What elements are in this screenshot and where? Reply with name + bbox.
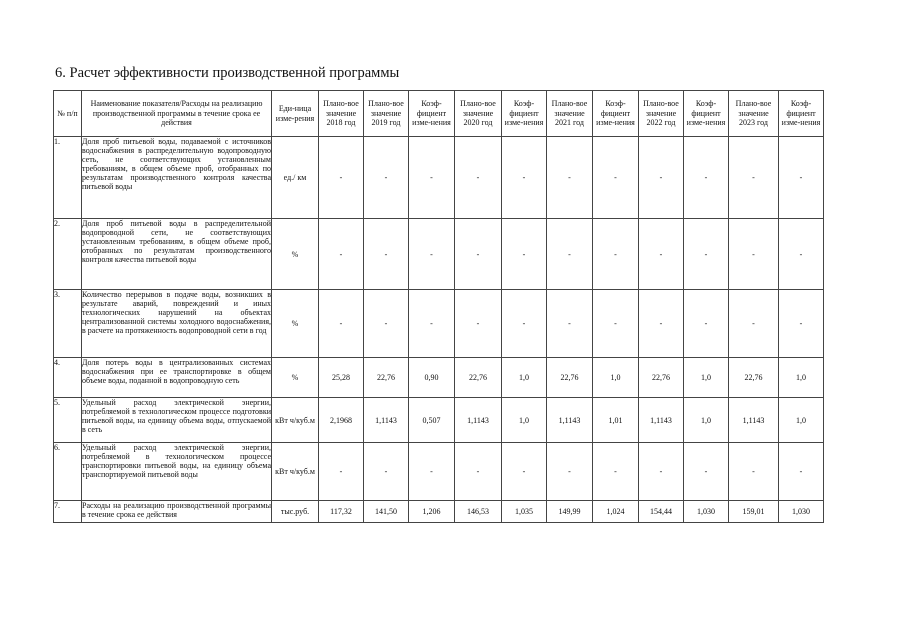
unit-cell: тыс.руб. xyxy=(272,501,319,523)
row-number: 6. xyxy=(54,443,82,501)
value-cell: - xyxy=(547,219,593,290)
value-cell: - xyxy=(364,290,409,358)
value-cell: - xyxy=(409,290,455,358)
value-cell: 154,44 xyxy=(639,501,684,523)
value-cell: - xyxy=(779,137,824,219)
value-cell: 25,28 xyxy=(319,358,364,398)
value-cell: - xyxy=(319,219,364,290)
value-cell: - xyxy=(639,443,684,501)
unit-cell: кВт ч/куб.м xyxy=(272,398,319,443)
value-cell: - xyxy=(593,219,639,290)
value-cell: - xyxy=(409,219,455,290)
value-cell: - xyxy=(684,290,729,358)
indicator-name: Количество перерывов в подаче воды, возникших в результате аварий, повреждений и иных технологических нарушений на объектах централизованной системы холодного водоснабжения, в расчете на протяженность водопроводной сети в год xyxy=(82,290,272,358)
value-cell: - xyxy=(779,443,824,501)
column-header: Коэф-фициент изме-нения xyxy=(502,91,547,137)
value-cell: - xyxy=(639,137,684,219)
column-header: Коэф-фициент изме-нения xyxy=(684,91,729,137)
table-row xyxy=(54,398,824,443)
value-cell: 1,1143 xyxy=(364,398,409,443)
value-cell: 0,507 xyxy=(409,398,455,443)
value-cell: - xyxy=(593,443,639,501)
table-row xyxy=(54,443,824,501)
unit-cell: кВт ч/куб.м xyxy=(272,443,319,501)
value-cell: 22,76 xyxy=(547,358,593,398)
efficiency-table xyxy=(53,90,824,523)
value-cell: - xyxy=(729,290,779,358)
table-row xyxy=(54,501,824,523)
value-cell: 1,030 xyxy=(684,501,729,523)
value-cell: 22,76 xyxy=(639,358,684,398)
value-cell: - xyxy=(364,443,409,501)
value-cell: - xyxy=(455,290,502,358)
value-cell: 1,0 xyxy=(502,398,547,443)
value-cell: 1,0 xyxy=(502,358,547,398)
value-cell: - xyxy=(547,290,593,358)
indicator-name: Расходы на реализацию производственной программы в течение срока ее действия xyxy=(82,501,272,523)
value-cell: - xyxy=(684,219,729,290)
value-cell: 2,1968 xyxy=(319,398,364,443)
value-cell: 1,1143 xyxy=(547,398,593,443)
value-cell: 1,1143 xyxy=(729,398,779,443)
value-cell: - xyxy=(779,219,824,290)
column-header: Плано-вое значение 2019 год xyxy=(364,91,409,137)
value-cell: - xyxy=(684,443,729,501)
table-row xyxy=(54,358,824,398)
column-header: Плано-вое значение 2020 год xyxy=(455,91,502,137)
column-header: № п/п xyxy=(54,91,82,137)
value-cell: 1,01 xyxy=(593,398,639,443)
row-number: 4. xyxy=(54,358,82,398)
unit-cell: % xyxy=(272,290,319,358)
value-cell: 1,035 xyxy=(502,501,547,523)
value-cell: - xyxy=(502,219,547,290)
value-cell: - xyxy=(455,219,502,290)
indicator-name: Доля потерь воды в централизованных системах водоснабжения при ее транспортировке в общем объеме воды, поданной в водопроводную сеть xyxy=(82,358,272,398)
value-cell: 1,0 xyxy=(779,398,824,443)
page-title: 6. Расчет эффективности производственной программы xyxy=(55,65,400,81)
value-cell: - xyxy=(593,137,639,219)
value-cell: 141,50 xyxy=(364,501,409,523)
unit-cell: % xyxy=(272,219,319,290)
value-cell: - xyxy=(409,137,455,219)
value-cell: 1,1143 xyxy=(639,398,684,443)
indicator-name: Удельный расход электрической энергии, потребляемой в технологическом процессе транспортировки питьевой воды, на единицу объема транспортируемой питьевой воды xyxy=(82,443,272,501)
column-header: Плано-вое значение 2023 год xyxy=(729,91,779,137)
row-number: 3. xyxy=(54,290,82,358)
value-cell: 159,01 xyxy=(729,501,779,523)
value-cell: - xyxy=(684,137,729,219)
value-cell: - xyxy=(639,290,684,358)
value-cell: - xyxy=(729,219,779,290)
unit-cell: % xyxy=(272,358,319,398)
value-cell: - xyxy=(319,290,364,358)
value-cell: 22,76 xyxy=(729,358,779,398)
row-number: 5. xyxy=(54,398,82,443)
value-cell: - xyxy=(502,137,547,219)
value-cell: - xyxy=(502,290,547,358)
value-cell: 1,0 xyxy=(593,358,639,398)
value-cell: 22,76 xyxy=(455,358,502,398)
indicator-name: Доля проб питьевой воды, подаваемой с источников водоснабжения в распределительную водопроводную сеть, не соответствующих установленным требованиям, в общем объеме проб, отобранных по результатам производственного контроля качества питьевой воды xyxy=(82,137,272,219)
row-number: 2. xyxy=(54,219,82,290)
table-row xyxy=(54,219,824,290)
column-header: Плано-вое значение 2021 год xyxy=(547,91,593,137)
value-cell: 1,024 xyxy=(593,501,639,523)
value-cell: - xyxy=(364,219,409,290)
value-cell: 1,1143 xyxy=(455,398,502,443)
column-header: Наименование показателя/Расходы на реализацию производственной программы в течение срока ее действия xyxy=(82,91,272,137)
value-cell: - xyxy=(502,443,547,501)
value-cell: 1,0 xyxy=(684,398,729,443)
value-cell: - xyxy=(409,443,455,501)
table-row xyxy=(54,290,824,358)
value-cell: - xyxy=(779,290,824,358)
value-cell: - xyxy=(319,137,364,219)
column-header: Коэф-фициент изме-нения xyxy=(593,91,639,137)
column-header: Плано-вое значение 2022 год xyxy=(639,91,684,137)
value-cell: 117,32 xyxy=(319,501,364,523)
value-cell: - xyxy=(364,137,409,219)
indicator-name: Доля проб питьевой воды в распределительной водопроводной сети, не соответствующих установленным требованиям, в общем объеме проб, отобранных по результатам производственного контроля качества питьевой воды xyxy=(82,219,272,290)
value-cell: 1,0 xyxy=(684,358,729,398)
table-row xyxy=(54,137,824,219)
value-cell: 0,90 xyxy=(409,358,455,398)
value-cell: - xyxy=(455,137,502,219)
value-cell: 146,53 xyxy=(455,501,502,523)
table-header-row xyxy=(54,91,824,137)
value-cell: - xyxy=(639,219,684,290)
value-cell: - xyxy=(319,443,364,501)
value-cell: - xyxy=(593,290,639,358)
column-header: Коэф-фициент изме-нения xyxy=(779,91,824,137)
row-number: 1. xyxy=(54,137,82,219)
column-header: Коэф-фициент изме-нения xyxy=(409,91,455,137)
value-cell: - xyxy=(455,443,502,501)
indicator-name: Удельный расход электрической энергии, потребляемой в технологическом процессе подготовки питьевой воды, на единицу объема воды, отпускаемой в сеть xyxy=(82,398,272,443)
row-number: 7. xyxy=(54,501,82,523)
value-cell: 1,0 xyxy=(779,358,824,398)
column-header: Еди-ница изме-рения xyxy=(272,91,319,137)
value-cell: - xyxy=(547,137,593,219)
value-cell: 1,030 xyxy=(779,501,824,523)
value-cell: - xyxy=(729,137,779,219)
value-cell: 1,206 xyxy=(409,501,455,523)
value-cell: 149,99 xyxy=(547,501,593,523)
column-header: Плано-вое значение 2018 год xyxy=(319,91,364,137)
value-cell: - xyxy=(547,443,593,501)
value-cell: - xyxy=(729,443,779,501)
unit-cell: ед./ км xyxy=(272,137,319,219)
value-cell: 22,76 xyxy=(364,358,409,398)
